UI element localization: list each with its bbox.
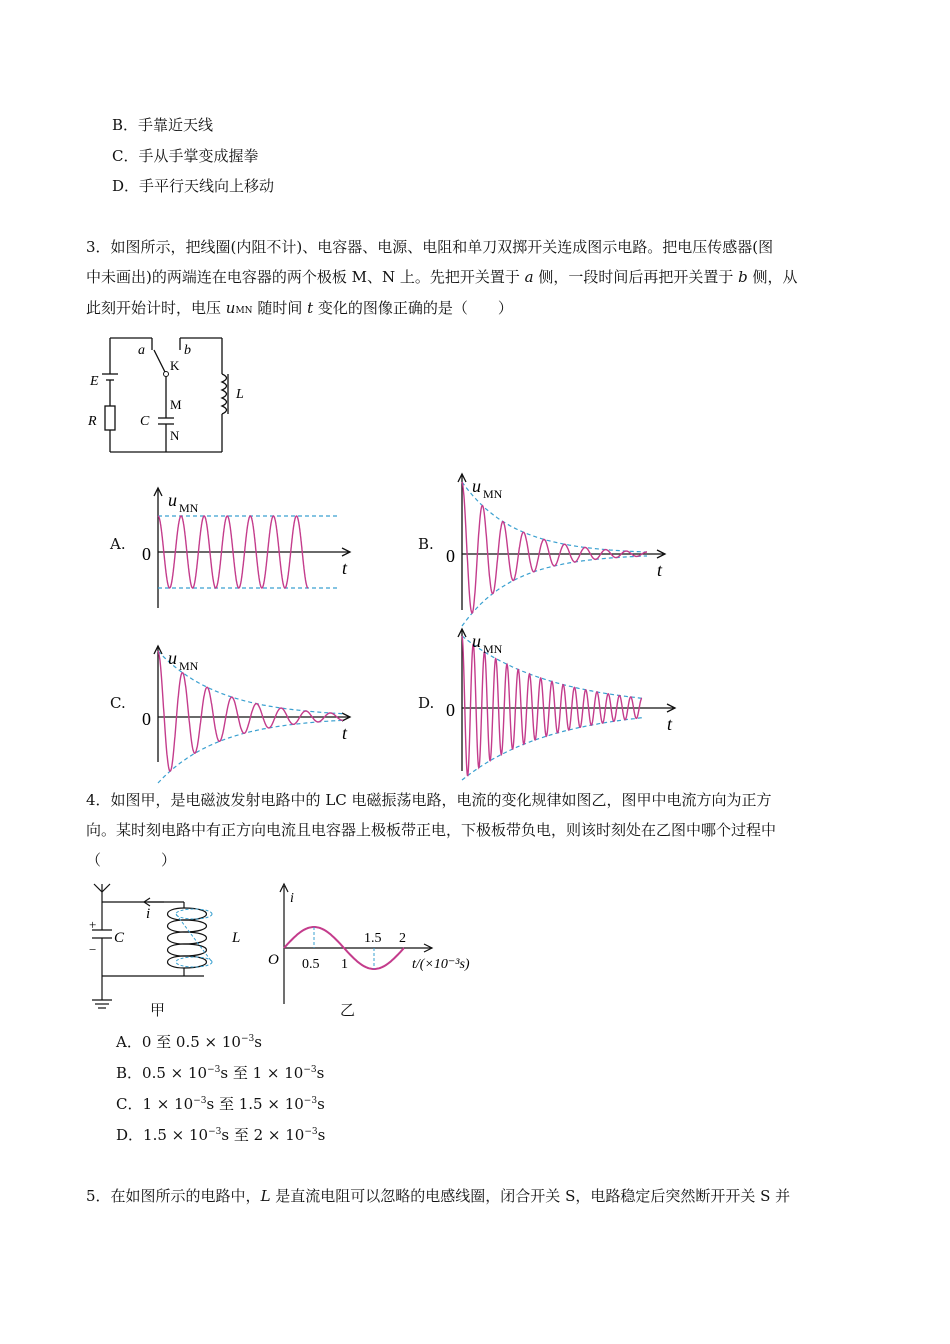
q3-label-k: K — [170, 358, 180, 373]
y-label: u — [472, 631, 481, 651]
q4-option-d: D．$1.5 \times 10^{-3}s$ 至 $2 \times 10^{-3}s$ — [116, 1126, 326, 1144]
y-label-subscript: MN — [483, 642, 503, 656]
y-label-subscript: MN — [483, 487, 503, 501]
q3-stem-line2: 中未画出)的两端连在电容器的两个极板 M、N 上。先把开关置于 a 侧，一段时间后再把开关置于 b 侧，从 — [86, 268, 798, 286]
origin-label: 0 — [446, 546, 455, 566]
voltage-curve — [462, 482, 647, 613]
q3-label-n: N — [170, 428, 180, 443]
q3-stem-line1: 3．如图所示，把线圈(内阻不计)、电容器、电源、电阻和单刀双掷开关连成图示电路。把电压传感器(图 — [86, 238, 774, 256]
q4-yi-xlabel: t/(×10⁻³s) — [412, 957, 470, 972]
q3-graph-a-label: A. — [110, 535, 126, 553]
q3-circuit-diagram — [80, 330, 260, 460]
q3-label-l: L — [236, 387, 244, 402]
q4-figure-jia — [84, 880, 244, 1020]
origin-label: 0 — [142, 709, 151, 729]
q3-label-a: a — [138, 343, 145, 358]
y-label-subscript: MN — [179, 501, 199, 515]
q3-graph-d — [440, 625, 700, 775]
q4-yi-tick-1: 1 — [341, 957, 348, 972]
q3-label-r: R — [88, 414, 97, 429]
q4-yi-ylabel: i — [290, 891, 294, 906]
origin-label: 0 — [446, 700, 455, 720]
q4-jia-c: C — [114, 930, 125, 946]
q4-stem-line1: 4．如图甲，是电磁波发射电路中的 LC 电磁振荡电路，电流的变化规律如图乙，图甲中电流方向为正方 — [86, 791, 772, 809]
q4-jia-l: L — [232, 930, 241, 946]
y-label-subscript: MN — [179, 659, 199, 673]
q4-option-a: A．0 至 $0.5 \times 10^{-3}s$ — [116, 1033, 262, 1051]
lower-envelope — [158, 720, 343, 783]
q3-label-b: b — [184, 343, 191, 358]
x-label: t — [667, 714, 673, 734]
q2-option-b: B．手靠近天线 — [112, 116, 214, 134]
x-label: t — [342, 723, 348, 743]
q3-graph-c-label: C. — [110, 694, 126, 712]
q4-yi-caption: 乙 — [340, 1001, 356, 1019]
q4-jia-minus: − — [89, 942, 97, 957]
q2-option-c: C．手从手掌变成握拳 — [112, 147, 259, 165]
q4-figure-yi — [262, 880, 492, 1010]
y-label: u — [168, 648, 177, 668]
x-label: t — [342, 558, 348, 578]
q3-graph-d-label: D. — [418, 694, 435, 712]
q4-stem-line3: （ ） — [86, 851, 177, 869]
q3-label-e: E — [90, 374, 99, 389]
voltage-curve — [462, 636, 642, 776]
q4-jia-plus: + — [89, 917, 97, 932]
y-label: u — [472, 476, 481, 496]
q4-yi-tick-05: 0.5 — [302, 957, 320, 972]
q4-option-b: B．$0.5 \times 10^{-3}s$ 至 $1 \times 10^{-3}s$ — [116, 1064, 325, 1082]
q3-graph-a — [130, 480, 370, 610]
q4-yi-tick-2: 2 — [399, 931, 406, 946]
q3-label-c: C — [140, 414, 150, 429]
q4-yi-origin: O — [268, 952, 279, 968]
q3-graph-b — [440, 470, 680, 615]
q3-label-m: M — [170, 397, 182, 412]
q5-stem: 5．在如图所示的电路中，L 是直流电阻可以忽略的电感线圈，闭合开关 S，电路稳定后突然断开开关 S 并 — [86, 1187, 791, 1205]
q3-stem-line3: 此刻开始计时，电压 uMN 随时间 t 变化的图像正确的是（ ） — [86, 299, 513, 317]
q4-stem-line2: 向。某时刻电路中有正方向电流且电容器上极板带正电，下极板带负电，则该时刻处在乙图中哪个过程中 — [86, 821, 777, 839]
q4-yi-tick-15: 1.5 — [364, 931, 382, 946]
q4-jia-i: i — [146, 906, 151, 922]
x-label: t — [657, 560, 663, 580]
q3-graph-c — [130, 640, 370, 765]
origin-label: 0 — [142, 544, 151, 564]
y-label: u — [168, 490, 177, 510]
q3-graph-b-label: B. — [418, 535, 434, 553]
q2-option-d: D．手平行天线向上移动 — [112, 177, 275, 195]
q4-option-c: C．$1 \times 10^{-3}s$ 至 $1.5 \times 10^{-3}s$ — [116, 1095, 325, 1113]
q4-jia-caption: 甲 — [150, 1001, 166, 1019]
